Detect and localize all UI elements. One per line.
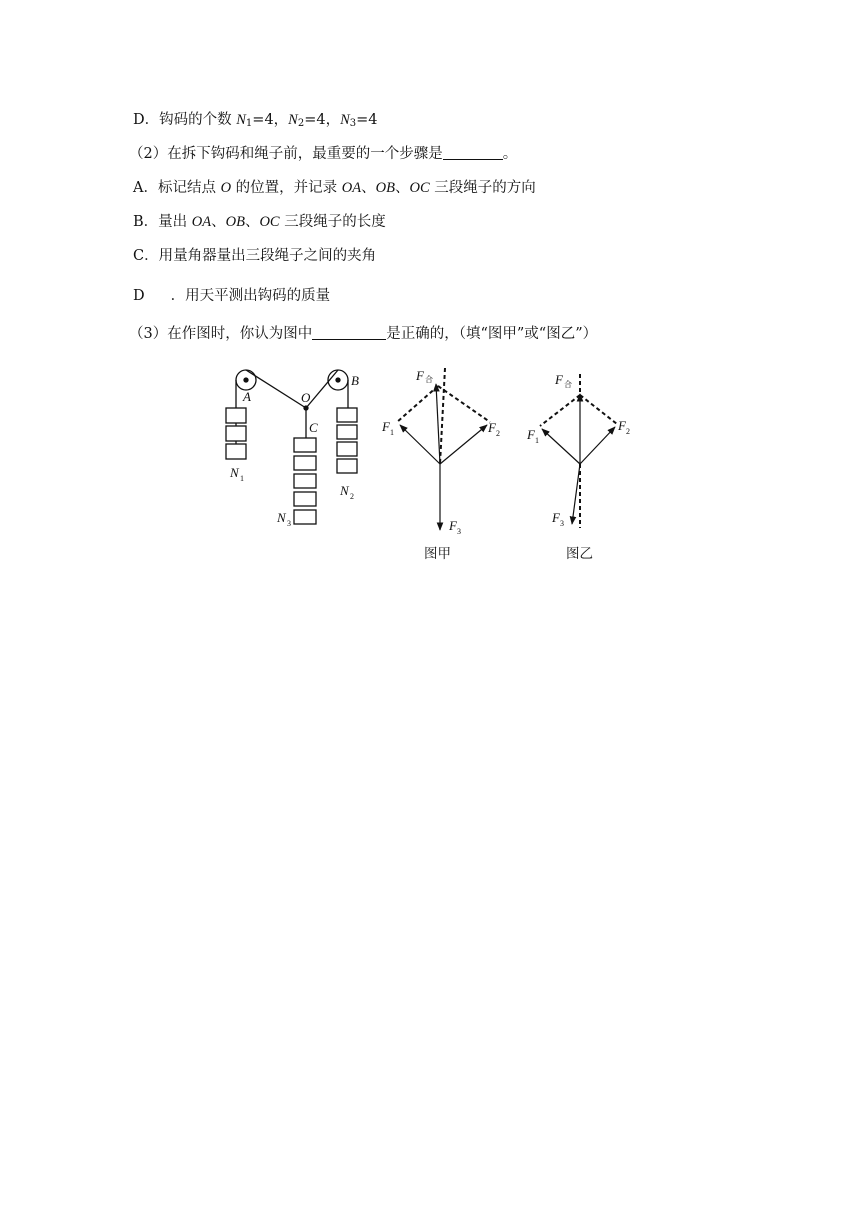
knot-o	[304, 406, 308, 410]
option-text: 的位置，并记录	[231, 180, 342, 196]
label-f2: F	[618, 418, 626, 433]
option-text: 三段绳子的方向	[429, 180, 536, 196]
q2-stem-end: 。	[502, 146, 518, 162]
physics-figures	[220, 360, 640, 565]
var-n1-sub: 1	[245, 118, 253, 129]
option-text: 量出	[158, 214, 192, 230]
pulley-right	[328, 370, 348, 390]
q2-option-a	[133, 178, 536, 198]
option-text: 用天平测出钩码的质量	[185, 288, 331, 304]
label-f-he: F	[416, 368, 424, 383]
label-c: C	[309, 420, 318, 435]
dashed-parallelogram-side	[438, 386, 490, 422]
label-f3: F	[449, 518, 457, 533]
arrow-f-resultant	[436, 384, 440, 464]
label-f3: F	[552, 510, 560, 525]
q1-option-d	[133, 110, 378, 134]
option-letter: D．	[133, 112, 160, 128]
option-text: 标记结点	[157, 180, 221, 196]
label-f2-sub: 2	[496, 429, 500, 438]
var-o: O	[220, 180, 232, 196]
q2-stem	[129, 144, 517, 164]
separator: 、	[394, 180, 410, 196]
dashed-parallelogram-side	[580, 395, 617, 424]
separator: 、	[244, 214, 260, 230]
q2-option-b	[133, 212, 386, 232]
label-n2-sub: 2	[350, 492, 354, 501]
arrow-f1	[542, 429, 580, 464]
q3-stem-text: （3）在作图时，你认为图中	[129, 326, 313, 342]
option-text: 用量角器量出三段绳子之间的夹角	[158, 248, 377, 264]
value-n1: =4，	[252, 112, 289, 128]
label-a: A	[243, 389, 251, 404]
label-n3: N	[277, 510, 286, 525]
dashed-parallelogram-side	[397, 386, 438, 422]
label-f-he: F	[555, 372, 563, 387]
label-f2: F	[488, 420, 496, 435]
weights-n1	[226, 408, 246, 459]
arrow-f1	[400, 425, 440, 464]
label-f1-sub: 1	[390, 428, 394, 437]
label-f-he-sub: 合	[564, 380, 572, 389]
label-f1-sub: 1	[535, 436, 539, 445]
separator: 、	[361, 180, 376, 196]
q2-option-d	[133, 286, 330, 306]
var-n2: N	[288, 112, 298, 128]
var-oc: OC	[259, 214, 280, 230]
option-text: 钩码的个数	[159, 112, 237, 128]
figure-jia	[381, 368, 500, 561]
weights-n2	[337, 408, 357, 473]
label-o: O	[301, 390, 311, 405]
q2-answer-blank[interactable]	[443, 145, 503, 160]
q3-answer-blank[interactable]	[312, 325, 386, 340]
var-n2-sub: 2	[297, 118, 305, 129]
label-f1: F	[382, 419, 390, 434]
option-letter: C．	[133, 248, 159, 264]
option-dot: ．	[170, 288, 186, 304]
var-n3: N	[340, 112, 350, 128]
dashed-vertical	[440, 368, 445, 464]
var-oc: OC	[409, 180, 430, 196]
label-f3-sub: 3	[560, 519, 564, 528]
figure-yi	[526, 372, 630, 561]
label-n3-sub: 3	[287, 519, 291, 528]
option-text: 三段绳子的长度	[279, 214, 386, 230]
var-ob: OB	[225, 214, 245, 230]
arrow-f2	[440, 425, 487, 464]
caption-jia: 图甲	[424, 546, 451, 561]
pulley-left	[236, 370, 256, 390]
var-n3-sub: 3	[349, 118, 357, 129]
option-letter: B．	[133, 214, 159, 230]
caption-yi: 图乙	[566, 546, 593, 561]
q3-stem	[129, 324, 597, 344]
var-n1: N	[236, 112, 246, 128]
separator: 、	[211, 214, 226, 230]
dashed-parallelogram-side	[540, 395, 580, 426]
label-f1: F	[527, 427, 535, 442]
label-f-he-sub: 合	[425, 375, 433, 384]
q3-stem-end: 是正确的，（填“图甲”或“图乙”）	[386, 326, 598, 342]
label-n1-sub: 1	[240, 474, 244, 483]
label-f3-sub: 3	[457, 527, 461, 536]
q2-stem-text: （2）在拆下钩码和绳子前，最重要的一个步骤是	[129, 146, 443, 162]
var-oa: OA	[341, 180, 362, 196]
arrow-f2	[580, 427, 615, 464]
label-n2: N	[340, 483, 349, 498]
option-letter: A．	[133, 180, 158, 196]
q2-option-c	[133, 246, 376, 266]
value-n2: =4，	[304, 112, 341, 128]
weights-n3	[294, 438, 316, 524]
label-n1: N	[230, 465, 239, 480]
option-letter: D	[133, 288, 145, 304]
arrow-f3	[572, 464, 580, 524]
var-oa: OA	[191, 214, 212, 230]
var-ob: OB	[375, 180, 395, 196]
label-b: B	[351, 373, 359, 388]
label-f2-sub: 2	[626, 427, 630, 436]
rope-oa	[246, 370, 306, 408]
value-n3: =4	[356, 112, 378, 128]
